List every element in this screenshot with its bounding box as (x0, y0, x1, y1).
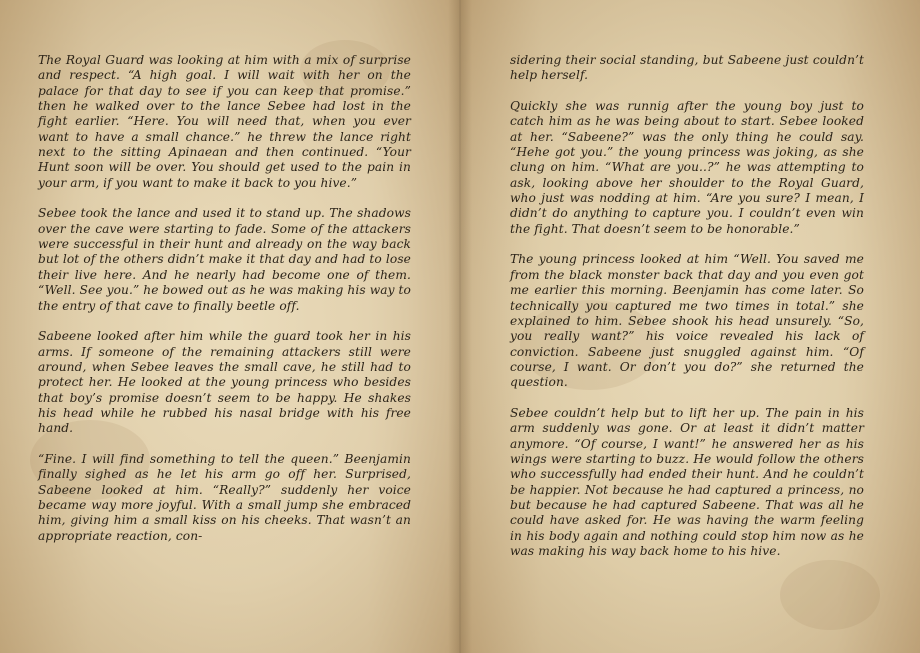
book-gutter (448, 0, 472, 653)
right-page-text (510, 53, 864, 559)
paragraph: The Royal Guard was looking at him with a mix of surprise and respect. “A high goal. I will wait with her on the palace for that day to see if you can keep that promise.” then he walked over to the lance Sebee had lost in the fight earlier. “Here. You will need that, when you ever want to have a small chance.” he threw the lance right next to the sitting Apinaean and then continued. “Your Hunt soon will be over. You should get used to the pain in your arm, if you want to make it back to you hive.” (38, 53, 411, 190)
paper-stain (780, 560, 880, 630)
paragraph: sidering their social standing, but Sabeene just couldn’t help herself. (510, 53, 864, 83)
left-page-text (38, 53, 411, 544)
paragraph: Sebee couldn’t help but to lift her up. The pain in his arm suddenly was gone. Or at least it didn’t matter anymore. “Of course, I want!” he answered her as his wings were starting to buzz. He would follow the others who successfully had ended their hunt. And he couldn’t be happier. Not because he had captured a princess, no but because he had captured Sabeene. That was all he could have asked for. He was having the warm feeling in his body again and nothing could stop him now as he was making his way back home to his hive. (510, 405, 864, 558)
paragraph: Sabeene looked after him while the guard took her in his arms. If someone of the remaining attackers still were around, when Sebee leaves the small cave, he still had to protect her. He looked at the young princess who besides that boy’s promise doesn’t seem to be happy. He shakes his head while he rubbed his nasal bridge with his free hand. (38, 329, 411, 436)
paragraph: Quickly she was runnig after the young boy just to catch him as he was being about to start. Sebee looked at her. “Sabeene?” was the only thing he could say. “Hehe got you.” the young princess was joking, as she clung on him. “What are you..?” he was attempting to ask, looking above her shoulder to the Royal Guard, who just was nodding at him. “Are you sure? I mean, I didn’t do anything to capture you. I couldn’t even win the fight. That doesn’t seem to be honorable.” (510, 99, 864, 236)
paragraph: “Fine. I will find something to tell the queen.” Beenjamin finally sighed as he let his arm go off her. Surprised, Sabeene looked at him. “Really?” suddenly her voice became way more joyful. With a small jump she embraced him, giving him a small kiss on his cheeks. That wasn’t an appropriate reaction, con- (38, 451, 411, 543)
paragraph: Sebee took the lance and used it to stand up. The shadows over the cave were starting to fade. Some of the attackers were successful in their hunt and already on the way back but lot of the others didn’t make it that day and had to lose their live here. And he nearly had become one of them. “Well. See you.” he bowed out as he was making his way to the entry of that cave to finally beetle off. (38, 206, 411, 313)
paragraph: The young princess looked at him “Well. You saved me from the black monster back that day and you even got me earlier this morning. Beenjamin has come later. So technically you captured me two times in total.” she explained to him. Sebee shook his head unsurely. “So, you really want?” his voice revealed his lack of conviction. Sabeene just snuggled against him. “Of course, I want. Or don’t you do?” she returned the question. (510, 252, 864, 390)
